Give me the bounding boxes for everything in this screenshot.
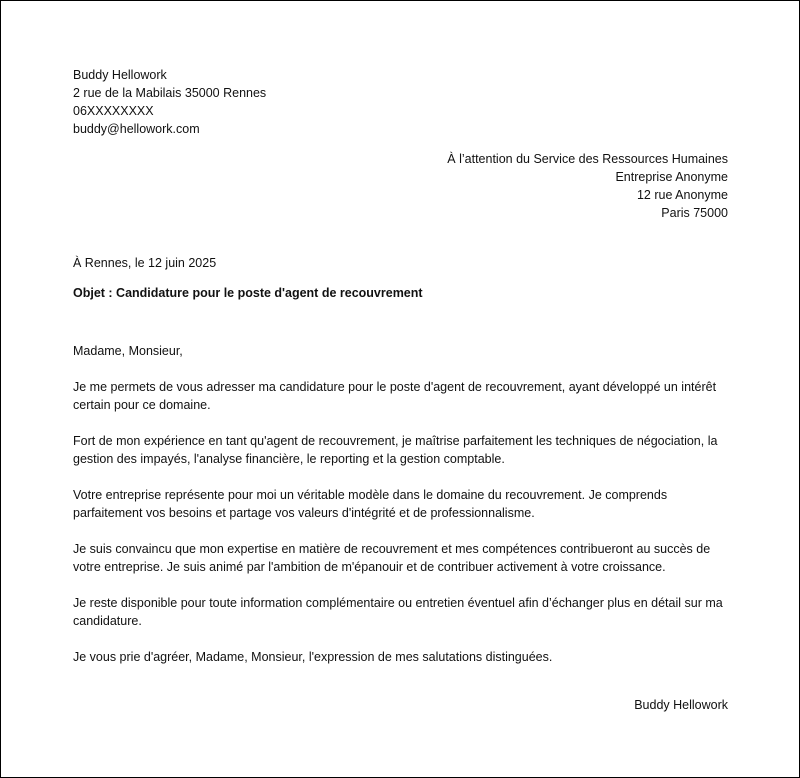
body-paragraph: Fort de mon expérience en tant qu'agent de recouvrement, je maîtrise parfaitement les techniques de négociation, la gestion des impayés, l'analyse financière, le reporting et la gestion comptable. [73, 434, 718, 466]
body-paragraph: Je suis convaincu que mon expertise en matière de recouvrement et mes compétences contribueront au succès de votre entreprise. Je suis animé par l'ambition de m'épanouir et de contribuer activement à votre croissance. [73, 542, 711, 574]
body-paragraph: Votre entreprise représente pour moi un véritable modèle dans le domaine du recouvrement. Je comprends parfaitement vos besoins et partage vos valeurs d'intégrité et de professionnalisme. [73, 488, 668, 520]
sender-phone: 06XXXXXXXX [73, 104, 154, 118]
sender-address: 2 rue de la Mabilais 35000 Rennes [73, 86, 267, 100]
recipient-street: 12 rue Anonyme [636, 188, 728, 202]
letter-subject: Objet : Candidature pour le poste d'agent de recouvrement [73, 286, 423, 300]
recipient-attention: À l’attention du Service des Ressources Humaines [447, 152, 728, 166]
sender-email: buddy@hellowork.com [73, 122, 200, 136]
salutation: Madame, Monsieur, [73, 344, 183, 358]
letter-date: À Rennes, le 12 juin 2025 [73, 256, 217, 270]
signature: Buddy Hellowork [634, 698, 728, 712]
body-paragraph: Je reste disponible pour toute information complémentaire ou entretien éventuel afin d’échanger plus en détail sur ma candidature. [73, 596, 723, 628]
sender-block [73, 66, 266, 138]
sender-name: Buddy Hellowork [73, 68, 167, 82]
recipient-company: Entreprise Anonyme [615, 170, 728, 184]
closing-paragraph: Je vous prie d'agréer, Madame, Monsieur, l'expression de mes salutations distinguées. [73, 650, 553, 664]
recipient-city: Paris 75000 [661, 206, 728, 220]
body-paragraph: Je me permets de vous adresser ma candidature pour le poste d'agent de recouvrement, ayant développé un intérêt certain pour ce domaine. [73, 380, 717, 412]
letter-body [73, 342, 733, 684]
recipient-block [447, 150, 728, 222]
